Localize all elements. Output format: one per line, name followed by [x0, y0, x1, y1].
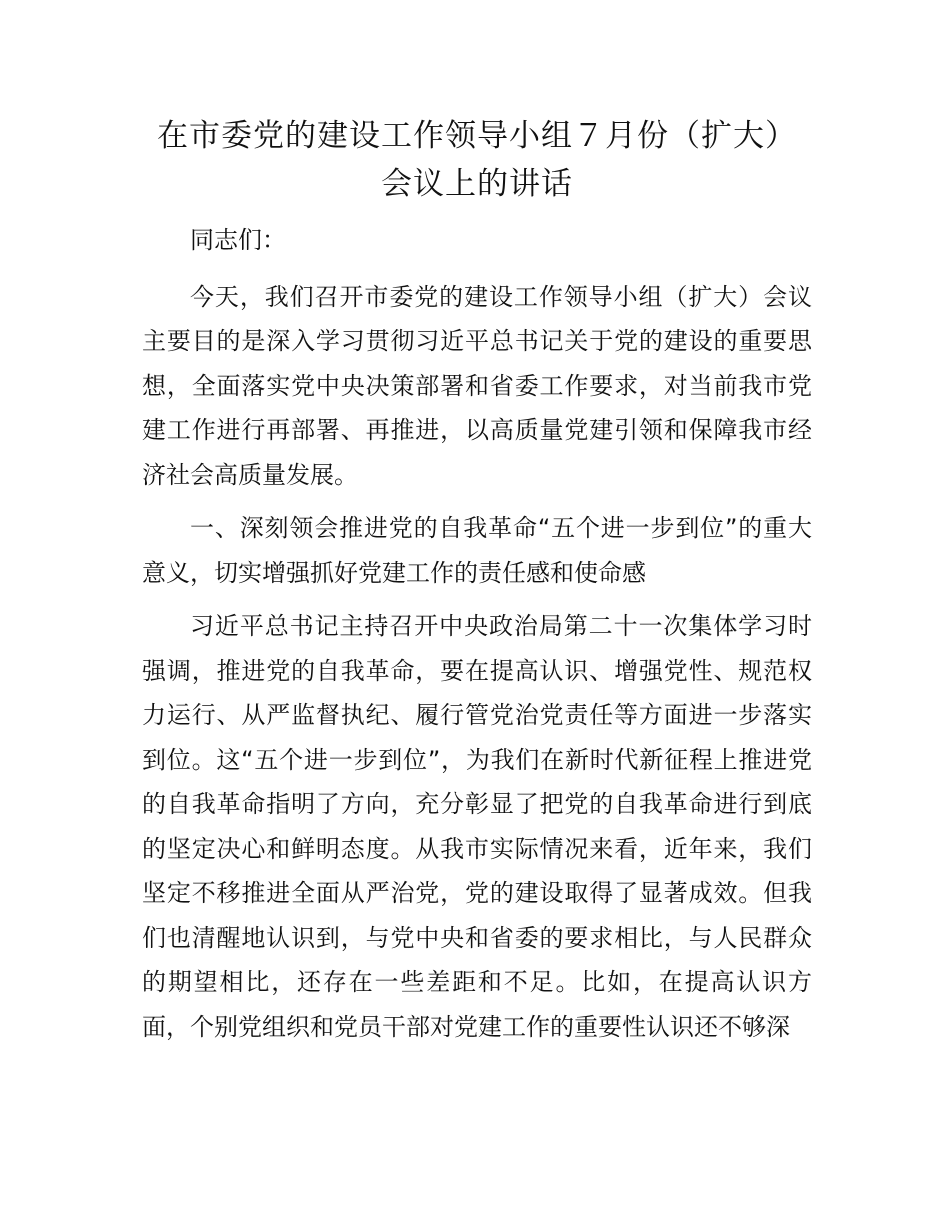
greeting: 同志们： — [190, 226, 286, 254]
paragraph-intro: 今天，我们召开市委党的建设工作领导小组（扩大）会议主要目的是深入学习贯彻习近平总书记关于党的建设的重要思想，全面落实党中央决策部署和省委工作要求，对当前我市党建工作进行再部署、再推进，以高质量党建引领和保障我市经济社会高质量发展。 — [142, 282, 812, 489]
title-line-1: 在市委党的建设工作领导小组７月份（扩大） — [157, 118, 797, 154]
document-page — [142, 112, 812, 1058]
paragraph-body: 习近平总书记主持召开中央政治局第二十一次集体学习时强调，推进党的自我革命，要在提高认识、增强党性、规范权力运行、从严监督执纪、履行管党治党责任等方面进一步落实到位。这“五个进一步到位”，为我们在新时代新征程上推进党的自我革命指明了方向，充分彰显了把党的自我革命进行到底的坚定决心和鲜明态度。从我市实际情况来看，近年来，我们坚定不移推进全面从严治党，党的建设取得了显著成效。但我们也清醒地认识到，与党中央和省委的要求相比，与人民群众的期望相比，还存在一些差距和不足。比如，在提高认识方面，个别党组织和党员干部对党建工作的重要性认识还不够深 — [142, 612, 812, 1041]
section-heading-1: 一、深刻领会推进党的自我革命“五个进一步到位”的重大意义，切实增强抓好党建工作的责任感和使命感 — [142, 514, 812, 587]
title-line-2: 会议上的讲话 — [381, 166, 573, 202]
document-title — [142, 112, 812, 208]
